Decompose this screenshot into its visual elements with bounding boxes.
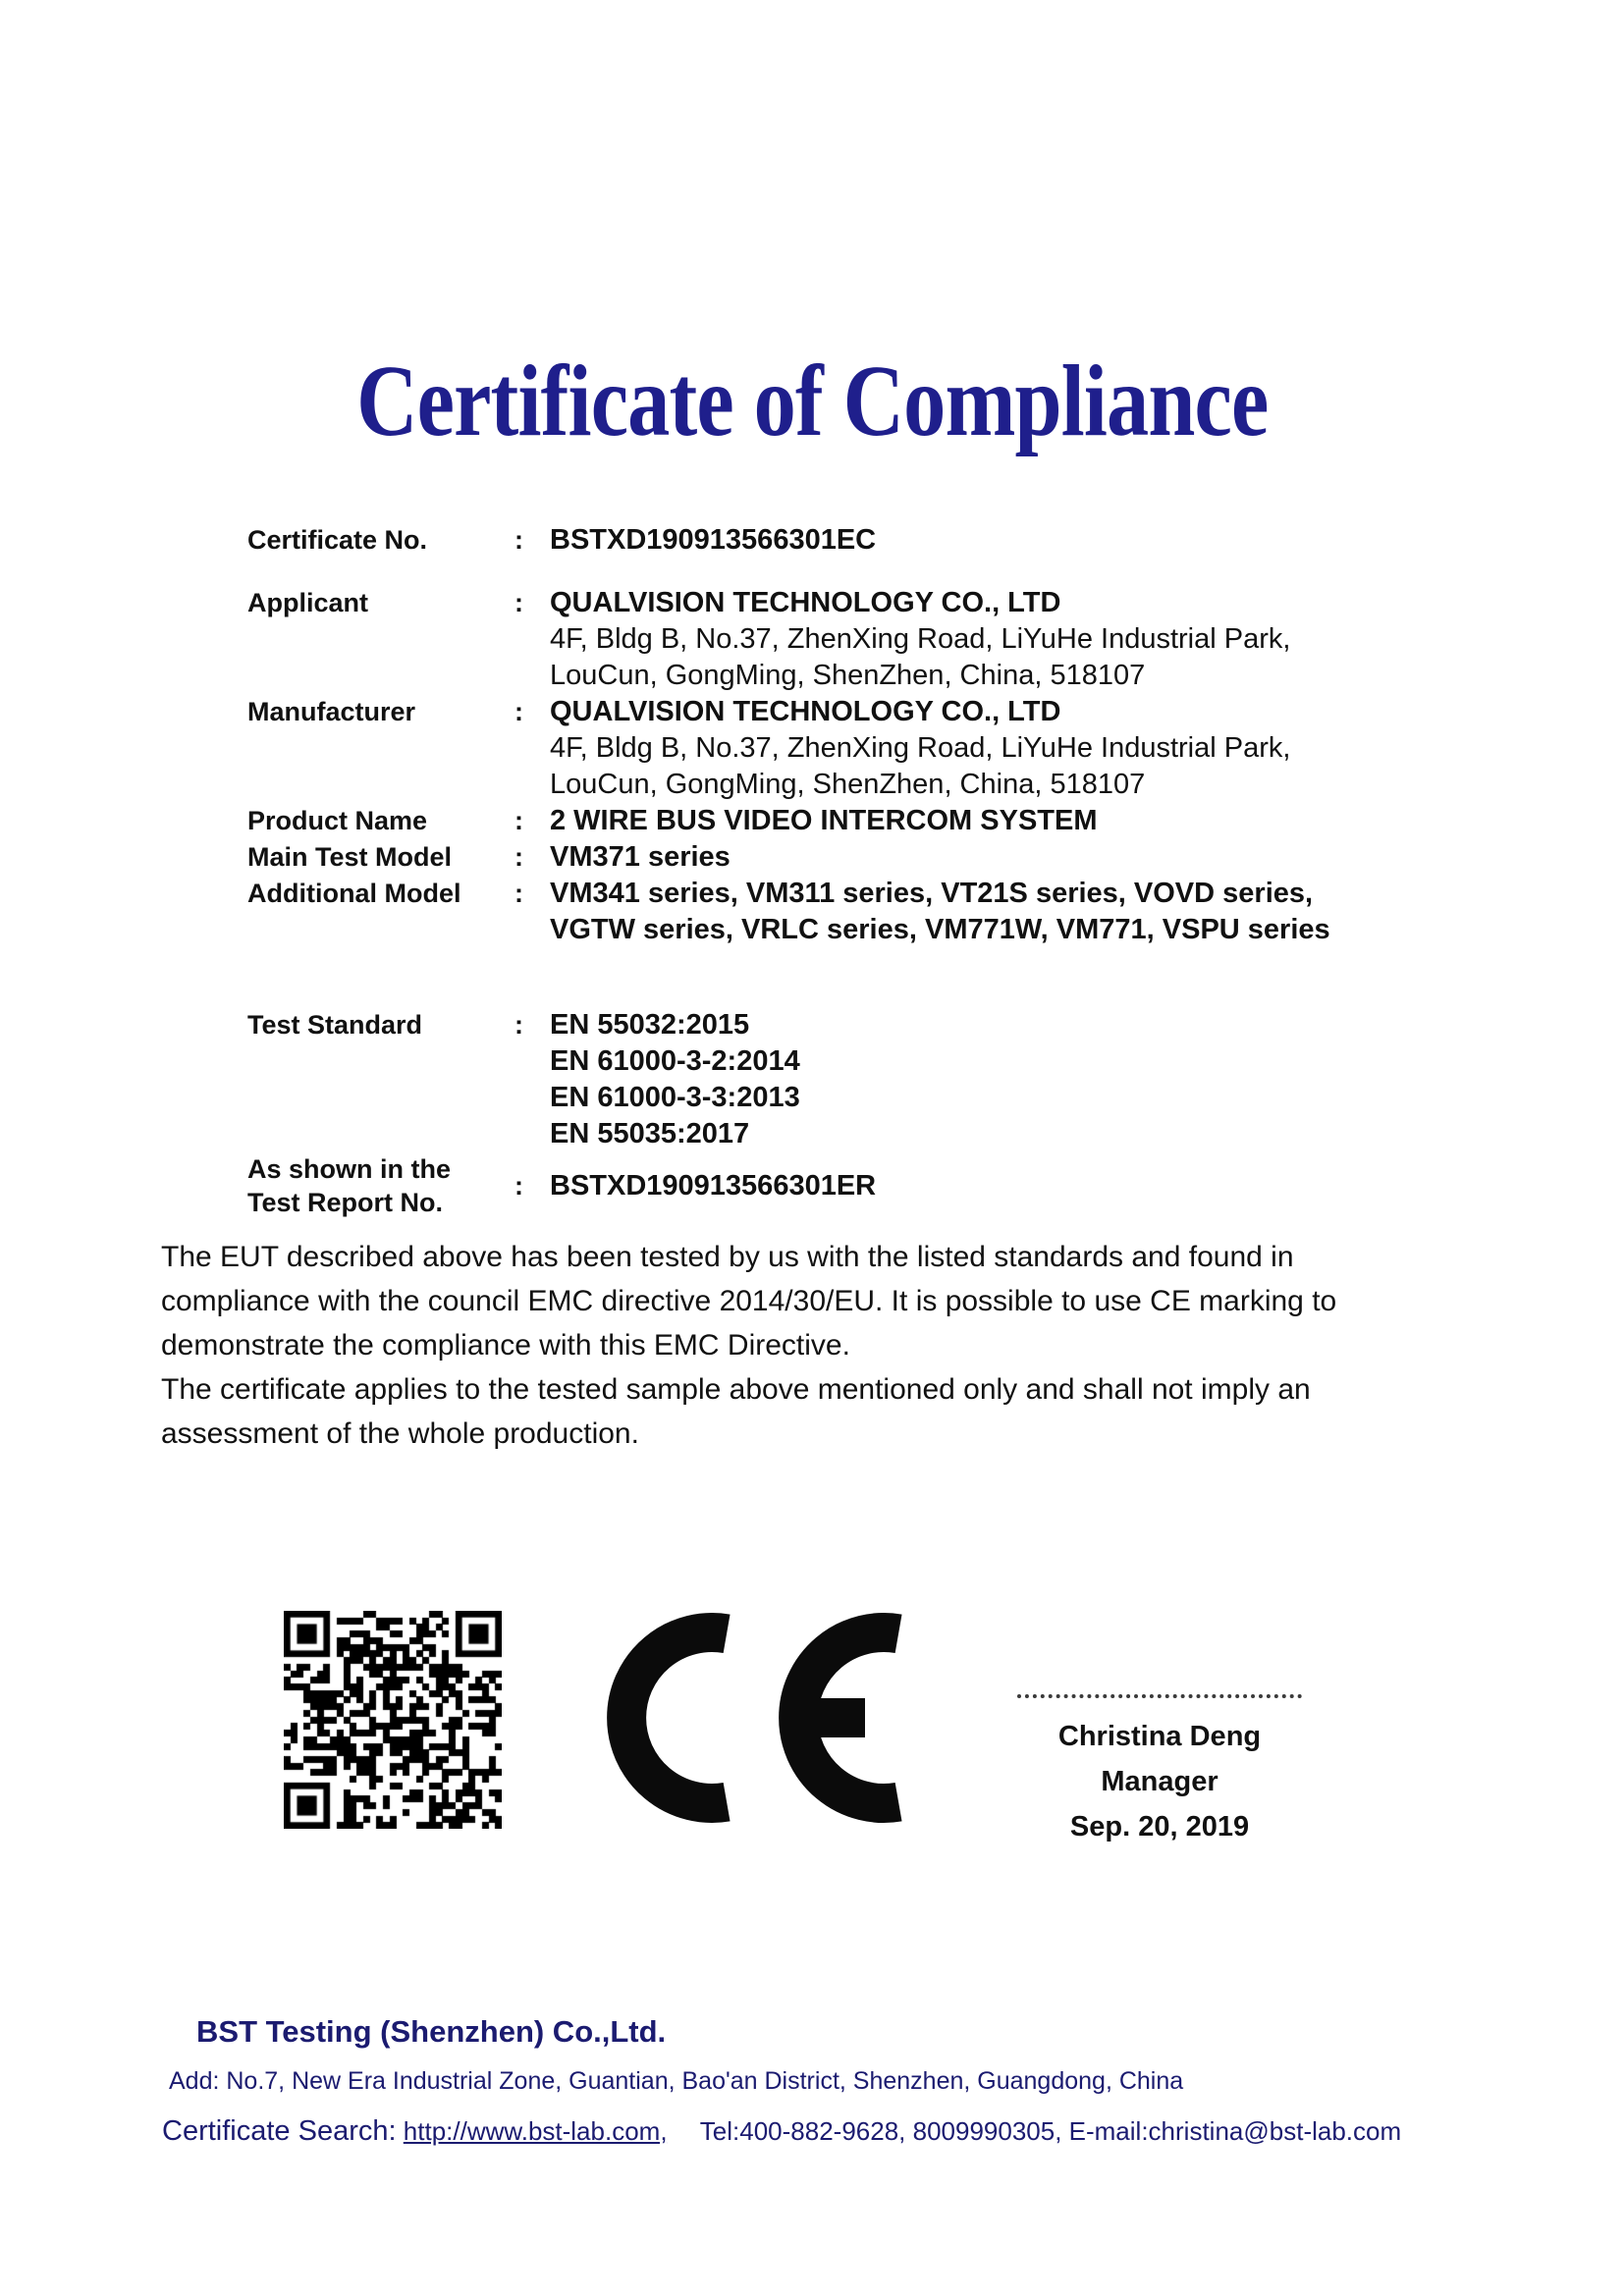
signature-date: Sep. 20, 2019	[1069, 1811, 1250, 1842]
colon: :	[514, 588, 523, 617]
test-report-value: BSTXD190913566301ER	[550, 1169, 877, 1201]
manufacturer-value	[550, 694, 1465, 803]
page-title-text: Certificate of Compliance	[355, 345, 1269, 457]
certificate-details	[247, 522, 1465, 1219]
row-test-report-no	[247, 1152, 1465, 1219]
qr-code	[284, 1611, 502, 1829]
colon: :	[514, 806, 523, 835]
lab-address: Add: No.7, New Era Industrial Zone, Guantian, Bao'an District, Shenzhen, Guangdong, China	[169, 2067, 1184, 2095]
test-standard-2: EN 61000-3-2:2014	[550, 1045, 800, 1077]
colon: :	[514, 1170, 523, 1201]
applicant-value	[550, 585, 1465, 694]
colon: :	[514, 1010, 523, 1040]
test-report-label-line-1: As shown in the	[247, 1154, 452, 1184]
test-report-label	[247, 1152, 514, 1219]
colon: :	[514, 525, 523, 555]
main-test-model-value: VM371 series	[550, 841, 731, 873]
manufacturer-address-1: 4F, Bldg B, No.37, ZhenXing Road, LiYuHe Industrial Park,	[550, 732, 1291, 764]
certificate-search-label: Certificate Search:	[162, 2115, 397, 2147]
qr-code-canvas	[284, 1611, 502, 1829]
manufacturer-label: Manufacturer	[247, 697, 416, 726]
applicant-label: Applicant	[247, 588, 369, 617]
lab-company-name: BST Testing (Shenzhen) Co.,Ltd.	[196, 2014, 667, 2049]
colon: :	[514, 842, 523, 872]
manufacturer-name: QUALVISION TECHNOLOGY CO., LTD	[550, 696, 1061, 727]
applicant-name: QUALVISION TECHNOLOGY CO., LTD	[550, 587, 1061, 618]
certificate-no-label: Certificate No.	[247, 525, 428, 555]
row-additional-model	[247, 876, 1465, 948]
product-name-label: Product Name	[247, 806, 428, 835]
certificate-search-line	[162, 2114, 1624, 2148]
row-certificate-no	[247, 522, 1465, 559]
colon: :	[514, 697, 523, 726]
statement-paragraph-2: The certificate applies to the tested sample above mentioned only and shall not imply an assessment of the whole production.	[161, 1373, 1311, 1450]
row-test-standard	[247, 1007, 1465, 1152]
test-standard-value	[550, 1007, 1465, 1152]
test-standard-label: Test Standard	[247, 1010, 423, 1040]
signatory-role: Manager	[1101, 1766, 1218, 1797]
statement-text	[161, 1235, 1447, 1456]
lab-contact-info: Tel:400-882-9628, 8009990305, E-mail:christina@bst-lab.com	[699, 2116, 1402, 2146]
test-standard-1: EN 55032:2015	[550, 1009, 750, 1041]
row-manufacturer	[247, 694, 1465, 803]
row-main-test-model	[247, 839, 1465, 876]
row-product-name	[247, 803, 1465, 839]
page-title	[0, 346, 1624, 457]
applicant-address-1: 4F, Bldg B, No.37, ZhenXing Road, LiYuHe Industrial Park,	[550, 623, 1291, 655]
test-standard-4: EN 55035:2017	[550, 1118, 750, 1149]
signature-dotted-line	[1017, 1694, 1302, 1698]
test-report-label-line-2: Test Report No.	[247, 1188, 444, 1217]
test-standard-3: EN 61000-3-3:2013	[550, 1082, 800, 1113]
signature-block	[1017, 1694, 1302, 1849]
row-applicant	[247, 585, 1465, 694]
additional-model-label: Additional Model	[247, 879, 461, 908]
manufacturer-address-2: LouCun, GongMing, ShenZhen, China, 518107	[550, 769, 1146, 800]
signatory-name: Christina Deng	[1057, 1721, 1262, 1752]
certificate-no-value: BSTXD190913566301EC	[550, 524, 877, 556]
additional-model-line-2: VGTW series, VRLC series, VM771W, VM771, VSPU series	[550, 914, 1330, 945]
colon: :	[514, 879, 523, 908]
ce-mark-icon	[604, 1612, 908, 1824]
additional-model-value	[550, 876, 1465, 948]
statement-paragraph-1: The EUT described above has been tested by us with the listed standards and found in compliance with the council EMC directive 2014/30/EU. It is possible to use CE marking to demonstrate the compliance with this EMC Directive.	[161, 1241, 1337, 1362]
product-name-value: 2 WIRE BUS VIDEO INTERCOM SYSTEM	[550, 805, 1098, 836]
certificate-search-link[interactable]: http://www.bst-lab.com,	[403, 2116, 668, 2146]
main-test-model-label: Main Test Model	[247, 842, 453, 872]
applicant-address-2: LouCun, GongMing, ShenZhen, China, 518107	[550, 660, 1146, 691]
additional-model-line-1: VM341 series, VM311 series, VT21S series, VOVD series,	[550, 878, 1314, 909]
footer	[0, 2014, 1624, 2148]
